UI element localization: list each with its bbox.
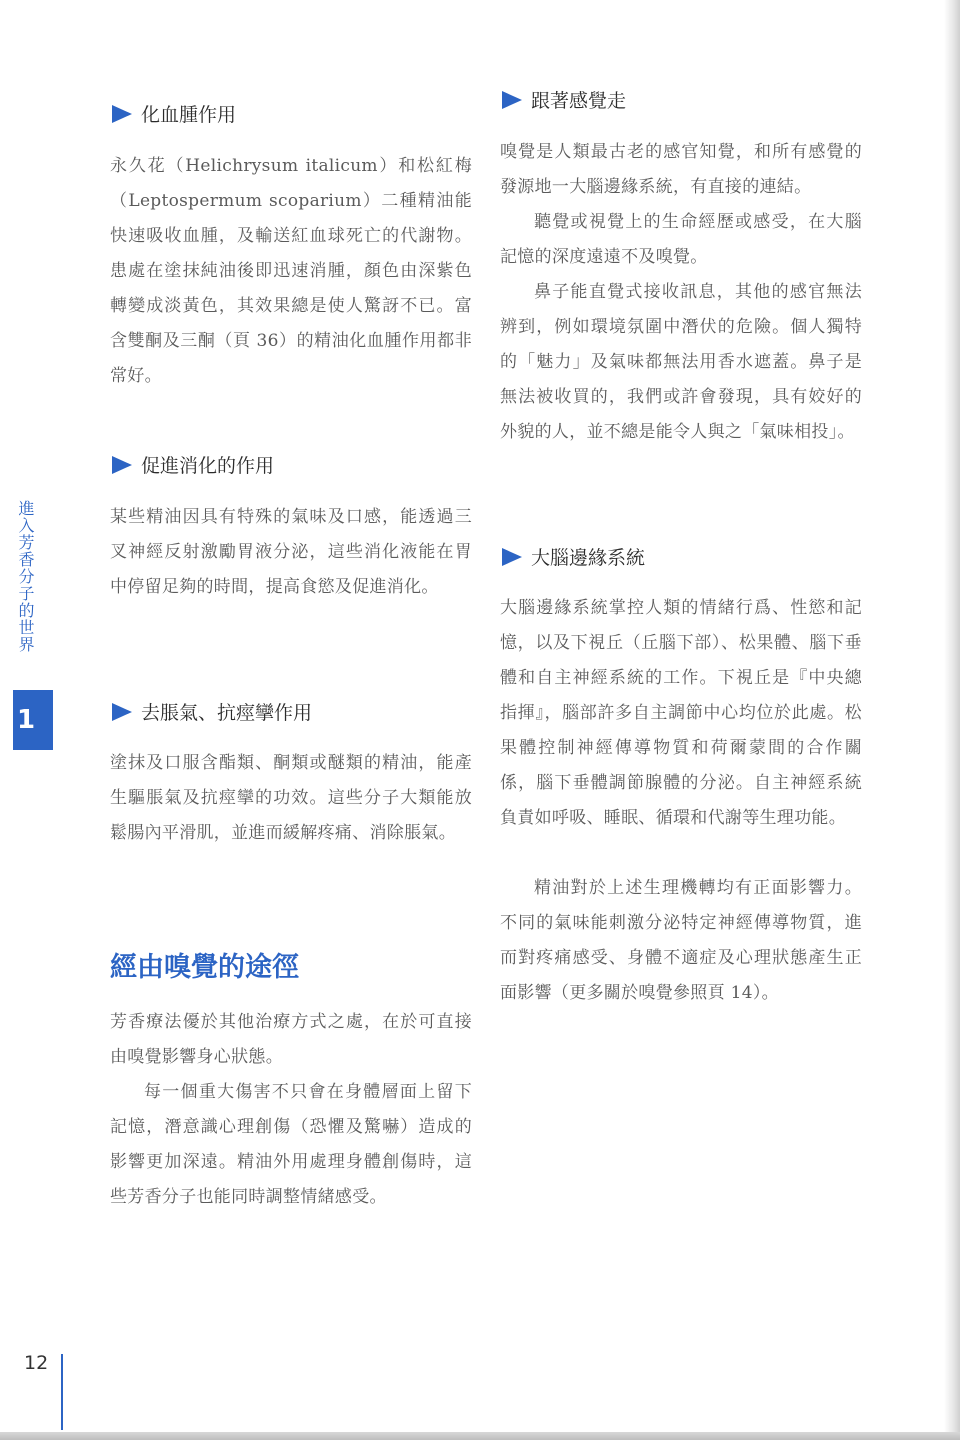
heading-digestion-label: 促進消化的作用 xyxy=(141,455,275,477)
paragraph-olfactory-trauma: 每一個重大傷害不只會在身體層面上留下記憶，潛意識心理創傷（恐懼及驚嚇）造成的影響更加深遠。精油外用處理身體創傷時，這些芳香分子也能同時調整情緒感受。 xyxy=(110,1082,472,1207)
page-number: 12 xyxy=(24,1352,49,1374)
paragraph-hematoma: 永久花（Helichrysum italicum）和松紅梅（Leptospermum scoparium）二種精油能快速吸收血腫，及輸送紅血球死亡的代謝物。患處在塗抹純油後即迅速消腫，顏色由深紫色轉變成淡黃色，其效果總是使人驚訝不已。富含雙酮及三酮（頁 36）的精油化血腫作用都非常好。 xyxy=(110,156,472,386)
paragraph-antispasm: 塗抹及口服含酯類、酮類或醚類的精油，能產生驅脹氣及抗痙攣的功效。這些分子大類能放鬆腸內平滑肌，並進而緩解疼痛、消除脹氣。 xyxy=(110,753,472,843)
paragraph-olfactory-intro: 芳香療法優於其他治療方式之處，在於可直接由嗅覺影響身心狀態。 xyxy=(110,1012,472,1067)
chapter-number-tab xyxy=(13,690,53,750)
paragraph-limbic-functions: 大腦邊緣系統掌控人類的情緒行爲、性慾和記憶，以及下視丘（丘腦下部）、松果體、腦下垂體和自主神經系統的工作。下視丘是『中央總指揮』，腦部許多自主調節中心均位於此處。松果體控制神經傳導物質和荷爾蒙間的合作關係，腦下垂體調節腺體的分泌。自主神經系統負責如呼吸、睡眠、循環和代謝等生理功能。 xyxy=(500,598,862,828)
heading-digestion xyxy=(110,451,274,478)
heading-hematoma-label: 化血腫作用 xyxy=(141,104,237,126)
chapter-number: 1 xyxy=(17,705,36,735)
chapter-title-vertical: 進入芳香分子的世界 xyxy=(16,500,35,653)
triangle-bullet-icon xyxy=(112,456,132,474)
triangle-bullet-icon xyxy=(502,548,522,566)
page-edge-shadow xyxy=(944,0,960,1440)
paragraph-smell-oldest: 嗅覺是人類最古老的感官知覺，和所有感覺的發源地一大腦邊緣系統，有直接的連結。 xyxy=(500,142,862,197)
heading-hematoma xyxy=(110,100,236,127)
page-bottom-edge xyxy=(0,1432,960,1440)
triangle-bullet-icon xyxy=(502,91,522,109)
triangle-bullet-icon xyxy=(112,105,132,123)
paragraph-oil-effects: 精油對於上述生理機轉均有正面影響力。不同的氣味能刺激分泌特定神經傳導物質，進而對疼痛感受、身體不適症及心理狀態產生正面影響（更多關於嗅覺參照頁 14）。 xyxy=(500,878,862,1003)
heading-follow-feeling xyxy=(500,86,626,113)
heading-limbic-system-label: 大腦邊緣系統 xyxy=(531,547,646,569)
paragraph-digestion: 某些精油因具有特殊的氣味及口感，能透過三叉神經反射激勵胃液分泌，這些消化液能在胃中停留足夠的時間，提高食慾及促進消化。 xyxy=(110,507,472,597)
heading-limbic-system xyxy=(500,543,645,570)
heading-antispasm xyxy=(110,698,312,725)
heading-antispasm-label: 去脹氣、抗痙攣作用 xyxy=(141,702,313,724)
page-number-rule xyxy=(61,1354,63,1430)
triangle-bullet-icon xyxy=(112,703,132,721)
section-title-olfactory: 經由嗅覺的途徑 xyxy=(110,952,299,983)
paragraph-nose-intuition: 鼻子能直覺式接收訊息，其他的感官無法辨到，例如環境氛圍中潛伏的危險。個人獨特的「魅力」及氣味都無法用香水遮蓋。鼻子是無法被收買的，我們或許會發現，具有姣好的外貌的人，並不總是能令人與之「氣味相投」。 xyxy=(500,282,862,442)
paragraph-hearing-vision: 聽覺或視覺上的生命經歷或感受，在大腦記憶的深度遠遠不及嗅覺。 xyxy=(500,212,862,267)
heading-follow-feeling-label: 跟著感覺走 xyxy=(531,90,627,112)
